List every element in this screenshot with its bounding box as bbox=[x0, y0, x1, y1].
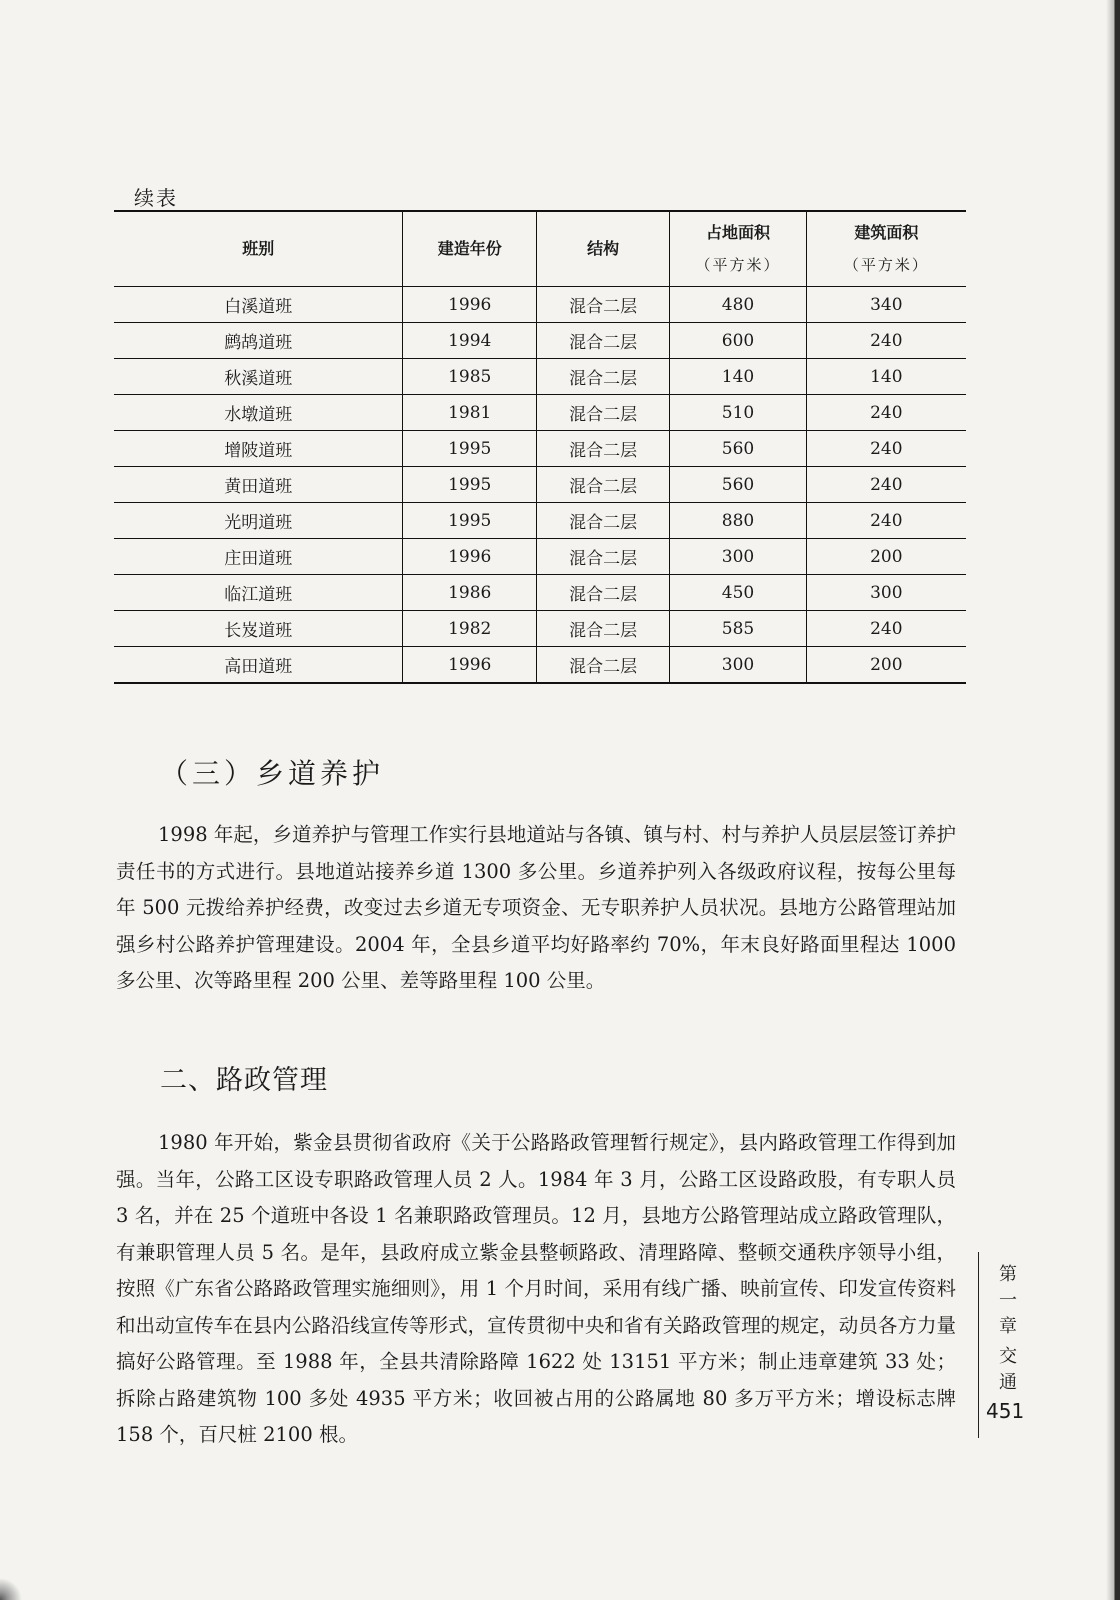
cell-year: 1995 bbox=[403, 431, 536, 467]
table-row bbox=[114, 503, 966, 539]
cell-land-area: 300 bbox=[670, 647, 806, 684]
cell-structure: 混合二层 bbox=[536, 647, 669, 684]
cell-squad: 高田道班 bbox=[114, 647, 403, 684]
cell-floor-area: 200 bbox=[806, 647, 966, 684]
table-row bbox=[114, 323, 966, 359]
table-row bbox=[114, 539, 966, 575]
cell-year: 1996 bbox=[403, 287, 536, 323]
section-heading-township-road-maintenance: （三）乡道养护 bbox=[160, 757, 385, 790]
cell-structure: 混合二层 bbox=[536, 395, 669, 431]
table-row bbox=[114, 575, 966, 611]
cell-year: 1995 bbox=[403, 503, 536, 539]
table-row bbox=[114, 431, 966, 467]
cell-squad: 黄田道班 bbox=[114, 467, 403, 503]
table-row bbox=[114, 287, 966, 323]
header-floor-area-unit: （平方米） bbox=[843, 256, 929, 274]
cell-floor-area: 240 bbox=[806, 431, 966, 467]
header-squad: 班别 bbox=[114, 211, 403, 287]
cell-land-area: 480 bbox=[670, 287, 806, 323]
cell-squad: 白溪道班 bbox=[114, 287, 403, 323]
cell-structure: 混合二层 bbox=[536, 467, 669, 503]
cell-floor-area: 240 bbox=[806, 323, 966, 359]
cell-structure: 混合二层 bbox=[536, 359, 669, 395]
scan-edge-right bbox=[1106, 0, 1120, 1600]
cell-year: 1995 bbox=[403, 467, 536, 503]
cell-land-area: 600 bbox=[670, 323, 806, 359]
cell-land-area: 880 bbox=[670, 503, 806, 539]
table-row bbox=[114, 611, 966, 647]
cell-floor-area: 240 bbox=[806, 503, 966, 539]
cell-squad: 长岌道班 bbox=[114, 611, 403, 647]
paragraph-road-administration: 1980 年开始，紫金县贯彻省政府《关于公路路政管理暂行规定》，县内路政管理工作得到加强。当年，公路工区设专职路政管理人员 2 人。1984 年 3 月，公路工区设路政股，有专职人员 3 名，并在 25 个道班中各设 1 名兼职路政管理员。12 月，县地方公路管理站成立路政管理队，有兼职管理人员 5 名。是年，县政府成立紫金县整顿路政、清理路障、整顿交通秩序领导小组，按照《广东省公路路政管理实施细则》，用 1 个月时间，采用有线广播、映前宣传、印发宣传资料和出动宣传车在县内公路沿线宣传等形式，宣传贯彻中央和省有关路政管理的规定，动员各方力量搞好公路管理。至 1988 年，全县共清除路障 1622 处 13151 平方米；制止违章建筑 33 处；拆除占路建筑物 100 多处 4935 平方米；收回被占用的公路属地 80 多万平方米；增设标志牌 158 个，百尺桩 2100 根。 bbox=[116, 1131, 956, 1446]
cell-floor-area: 300 bbox=[806, 575, 966, 611]
table-caption: 续表 bbox=[134, 186, 178, 210]
cell-year: 1982 bbox=[403, 611, 536, 647]
cell-year: 1996 bbox=[403, 539, 536, 575]
cell-structure: 混合二层 bbox=[536, 575, 669, 611]
margin-section-label: 交通 bbox=[999, 1346, 1017, 1393]
cell-land-area: 560 bbox=[670, 431, 806, 467]
header-structure: 结构 bbox=[536, 211, 669, 287]
cell-squad: 鹧鸪道班 bbox=[114, 323, 403, 359]
cell-land-area: 450 bbox=[670, 575, 806, 611]
cell-structure: 混合二层 bbox=[536, 431, 669, 467]
paragraph-township-road-maintenance: 1998 年起，乡道养护与管理工作实行县地道站与各镇、镇与村、村与养护人员层层签订养护责任书的方式进行。县地道站接养乡道 1300 多公里。乡道养护列入各级政府议程，按每公里每年 500 元拨给养护经费，改变过去乡道无专项资金、无专职养护人员状况。县地方公路管理站加强乡村公路养护管理建设。2004 年，全县乡道平均好路率约 70%，年末良好路面里程达 1000 多公里、次等路里程 200 公里、差等路里程 100 公里。 bbox=[116, 823, 956, 992]
cell-structure: 混合二层 bbox=[536, 539, 669, 575]
cell-land-area: 560 bbox=[670, 467, 806, 503]
cell-year: 1985 bbox=[403, 359, 536, 395]
header-land-area: 占地面积 （平方米） bbox=[670, 211, 806, 287]
cell-land-area: 300 bbox=[670, 539, 806, 575]
road-squad-table bbox=[114, 210, 966, 684]
cell-squad: 增陂道班 bbox=[114, 431, 403, 467]
cell-land-area: 140 bbox=[670, 359, 806, 395]
cell-year: 1996 bbox=[403, 647, 536, 684]
cell-structure: 混合二层 bbox=[536, 611, 669, 647]
cell-structure: 混合二层 bbox=[536, 323, 669, 359]
scan-edge-corner bbox=[0, 1570, 30, 1600]
table-row bbox=[114, 395, 966, 431]
cell-floor-area: 240 bbox=[806, 395, 966, 431]
cell-year: 1986 bbox=[403, 575, 536, 611]
cell-land-area: 585 bbox=[670, 611, 806, 647]
table-row bbox=[114, 647, 966, 684]
cell-structure: 混合二层 bbox=[536, 503, 669, 539]
header-land-area-unit: （平方米） bbox=[695, 256, 781, 274]
cell-year: 1994 bbox=[403, 323, 536, 359]
margin-divider bbox=[978, 1252, 979, 1438]
cell-structure: 混合二层 bbox=[536, 287, 669, 323]
section-heading-road-administration: 二、路政管理 bbox=[160, 1065, 328, 1096]
header-floor-area: 建筑面积 （平方米） bbox=[806, 211, 966, 287]
margin-chapter-label: 第一章 bbox=[999, 1264, 1017, 1337]
cell-squad: 秋溪道班 bbox=[114, 359, 403, 395]
cell-squad: 水墩道班 bbox=[114, 395, 403, 431]
cell-floor-area: 140 bbox=[806, 359, 966, 395]
cell-floor-area: 200 bbox=[806, 539, 966, 575]
table-row bbox=[114, 359, 966, 395]
cell-year: 1981 bbox=[403, 395, 536, 431]
cell-squad: 光明道班 bbox=[114, 503, 403, 539]
table-row bbox=[114, 467, 966, 503]
cell-floor-area: 240 bbox=[806, 467, 966, 503]
cell-squad: 临江道班 bbox=[114, 575, 403, 611]
cell-floor-area: 240 bbox=[806, 611, 966, 647]
cell-land-area: 510 bbox=[670, 395, 806, 431]
header-build-year: 建造年份 bbox=[403, 211, 536, 287]
page-number: 451 bbox=[986, 1399, 1025, 1423]
cell-squad: 庄田道班 bbox=[114, 539, 403, 575]
cell-floor-area: 340 bbox=[806, 287, 966, 323]
table-header-row bbox=[114, 211, 966, 287]
